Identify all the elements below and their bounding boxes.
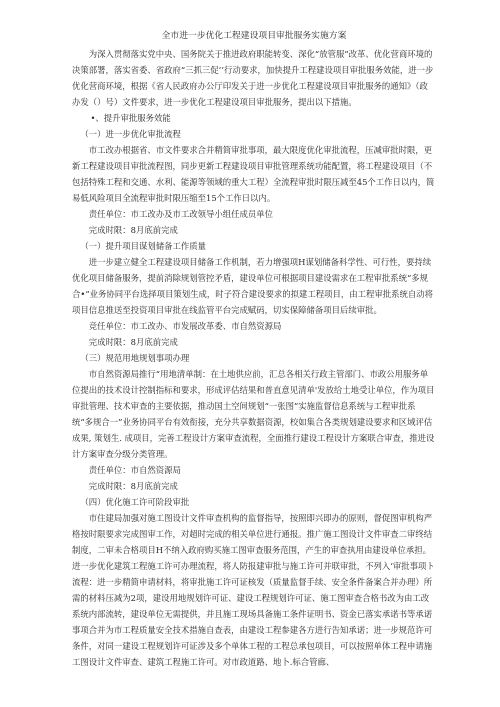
- subsection-heading: （一）提升项目谋划储备工作质量: [80, 241, 207, 251]
- body-paragraph: 进一步建立健全工程建设项目储备工作机制，若力增强项H谋划储备科学性、可行性，要持续优化项目储备服务，提前消除规划管控矛盾，建设单位可根据项目建设需求在工程审批系统“多规合•”业务协同平台选择项目策划生成，时子符合建设要求的拟建工程项目，由工程审批系统自动将项目信息推送至投资项目审批在线监管平台完成赋码，切实保障储备项目后续审批。: [72, 257, 433, 315]
- responsible-unit: 责任单位：市自然资源局: [88, 465, 181, 475]
- responsible-unit: 责任单位：市工改办及市工改领导小组任成员单位: [88, 209, 274, 219]
- subsection-heading: （四）优化施工许可阶段审批: [80, 497, 190, 507]
- responsible-unit: 竞任单位：市工改办、市发展改革委、市自然资源局: [88, 321, 282, 331]
- section-heading: •、提升审批服务效能: [90, 113, 171, 123]
- deadline: 完成时限：8月底前完成: [88, 337, 178, 347]
- intro-paragraph: 为深入贯彻落实党中央、国务院关于推进政府职能转变、深化“放管服”改革、优化营商环境的决策部署，落实省委、省政府“三抓三促’’行动要求，加快提升工程建设项目审批服务效能，进一步优化营商环境，根据《省人民政府办公厅印发关于进一步优化工程建设项目审批服务的通知》（政办发（）号）文件要求，进一步优化工程建设项目审批服务，提出以下措施。: [72, 49, 434, 107]
- body-paragraph: 市自然资源局推行“用地清单制：在土地供应前，汇总各相关行政主管部门、市政公用服务单位提出的技术设计控制指标和要求，形成评估结果和普直意见清单'发放给土地受让单位，作为项目审批管理、技术审查的主要依据，推动国土空间规划“一张图”实施监督信息系统与工程审批系统“多规合一”业务协同平台有效衔接，充分共享数据资源，校如集合各类规划建设要求和区域评估成果, 策划生. 成项目，完善工程设计方案审查流程，全面推行建设工程设计方案联合审查，推进设计方案审查分级分类管理。: [72, 369, 435, 459]
- body-paragraph: 市住建局加强对施工图设计文件审查机构的监督指导，按照即兴即办的原则，督促图审机构严格按时限要求完成图审工作，对超时完成的相关单位进行通报。推广施工图设计文件审查二审终结制度，二审未合格项目H不纳入政府购买施工图审查服务范围，产生的审查执用由建设单位承担。进一步优化建筑工程施工许可办理流程，将人防报建审批与施工许可并联审批，不列入‘审批事项ト流程：进一步精简申请材料，将审批施工许可证核发（质量监督手续、安全条件备案合并办理）所需的材料压减为2项，建设用地规划许可证、建设工程规划许可证、施工图审查合格书改为由工改系统内部流转，建设单位无需提供，并且施工现场具备施工条件证明书、资金已落实承诺书等承诺事项合并为市工程质量安全技术措施自查表，由建设工程参建各方进行告知承诺；进一步规范许可条件，对同一建设工程规划许可证涉及多个单体工程的工程总承包项目，可以按照单体工程申请施工图设计文件审查、建筑工程施工许可。对市政道路、地卜.标合管廊、: [72, 513, 435, 667]
- subsection-heading: （一）进一步优化审批流程: [80, 129, 181, 139]
- deadline: 完成时限：8月底前完成: [88, 481, 178, 491]
- deadline: 完成时限：8月底前完成: [88, 225, 178, 235]
- subsection-heading: （三）规范用地规划事项办理: [80, 353, 190, 363]
- body-paragraph: 市工改办根据省、市文件要求合并精简审批事项，最大限度优化审批流程，压减审批时限，更新工程建设项目审批流程图，同步更新工程建设项目审批管理系统功能配置，将工程建设项目（不包括特殊工程和交通、水利、能源等领域的重大工程）全流程审批时限压减至45个工作日以内，简易低风险项目全流程审批时限压缩至15个工作日以内。: [72, 145, 435, 203]
- document-title: 全市进一步优化工程建设项目审批服务实施方案: [161, 31, 347, 41]
